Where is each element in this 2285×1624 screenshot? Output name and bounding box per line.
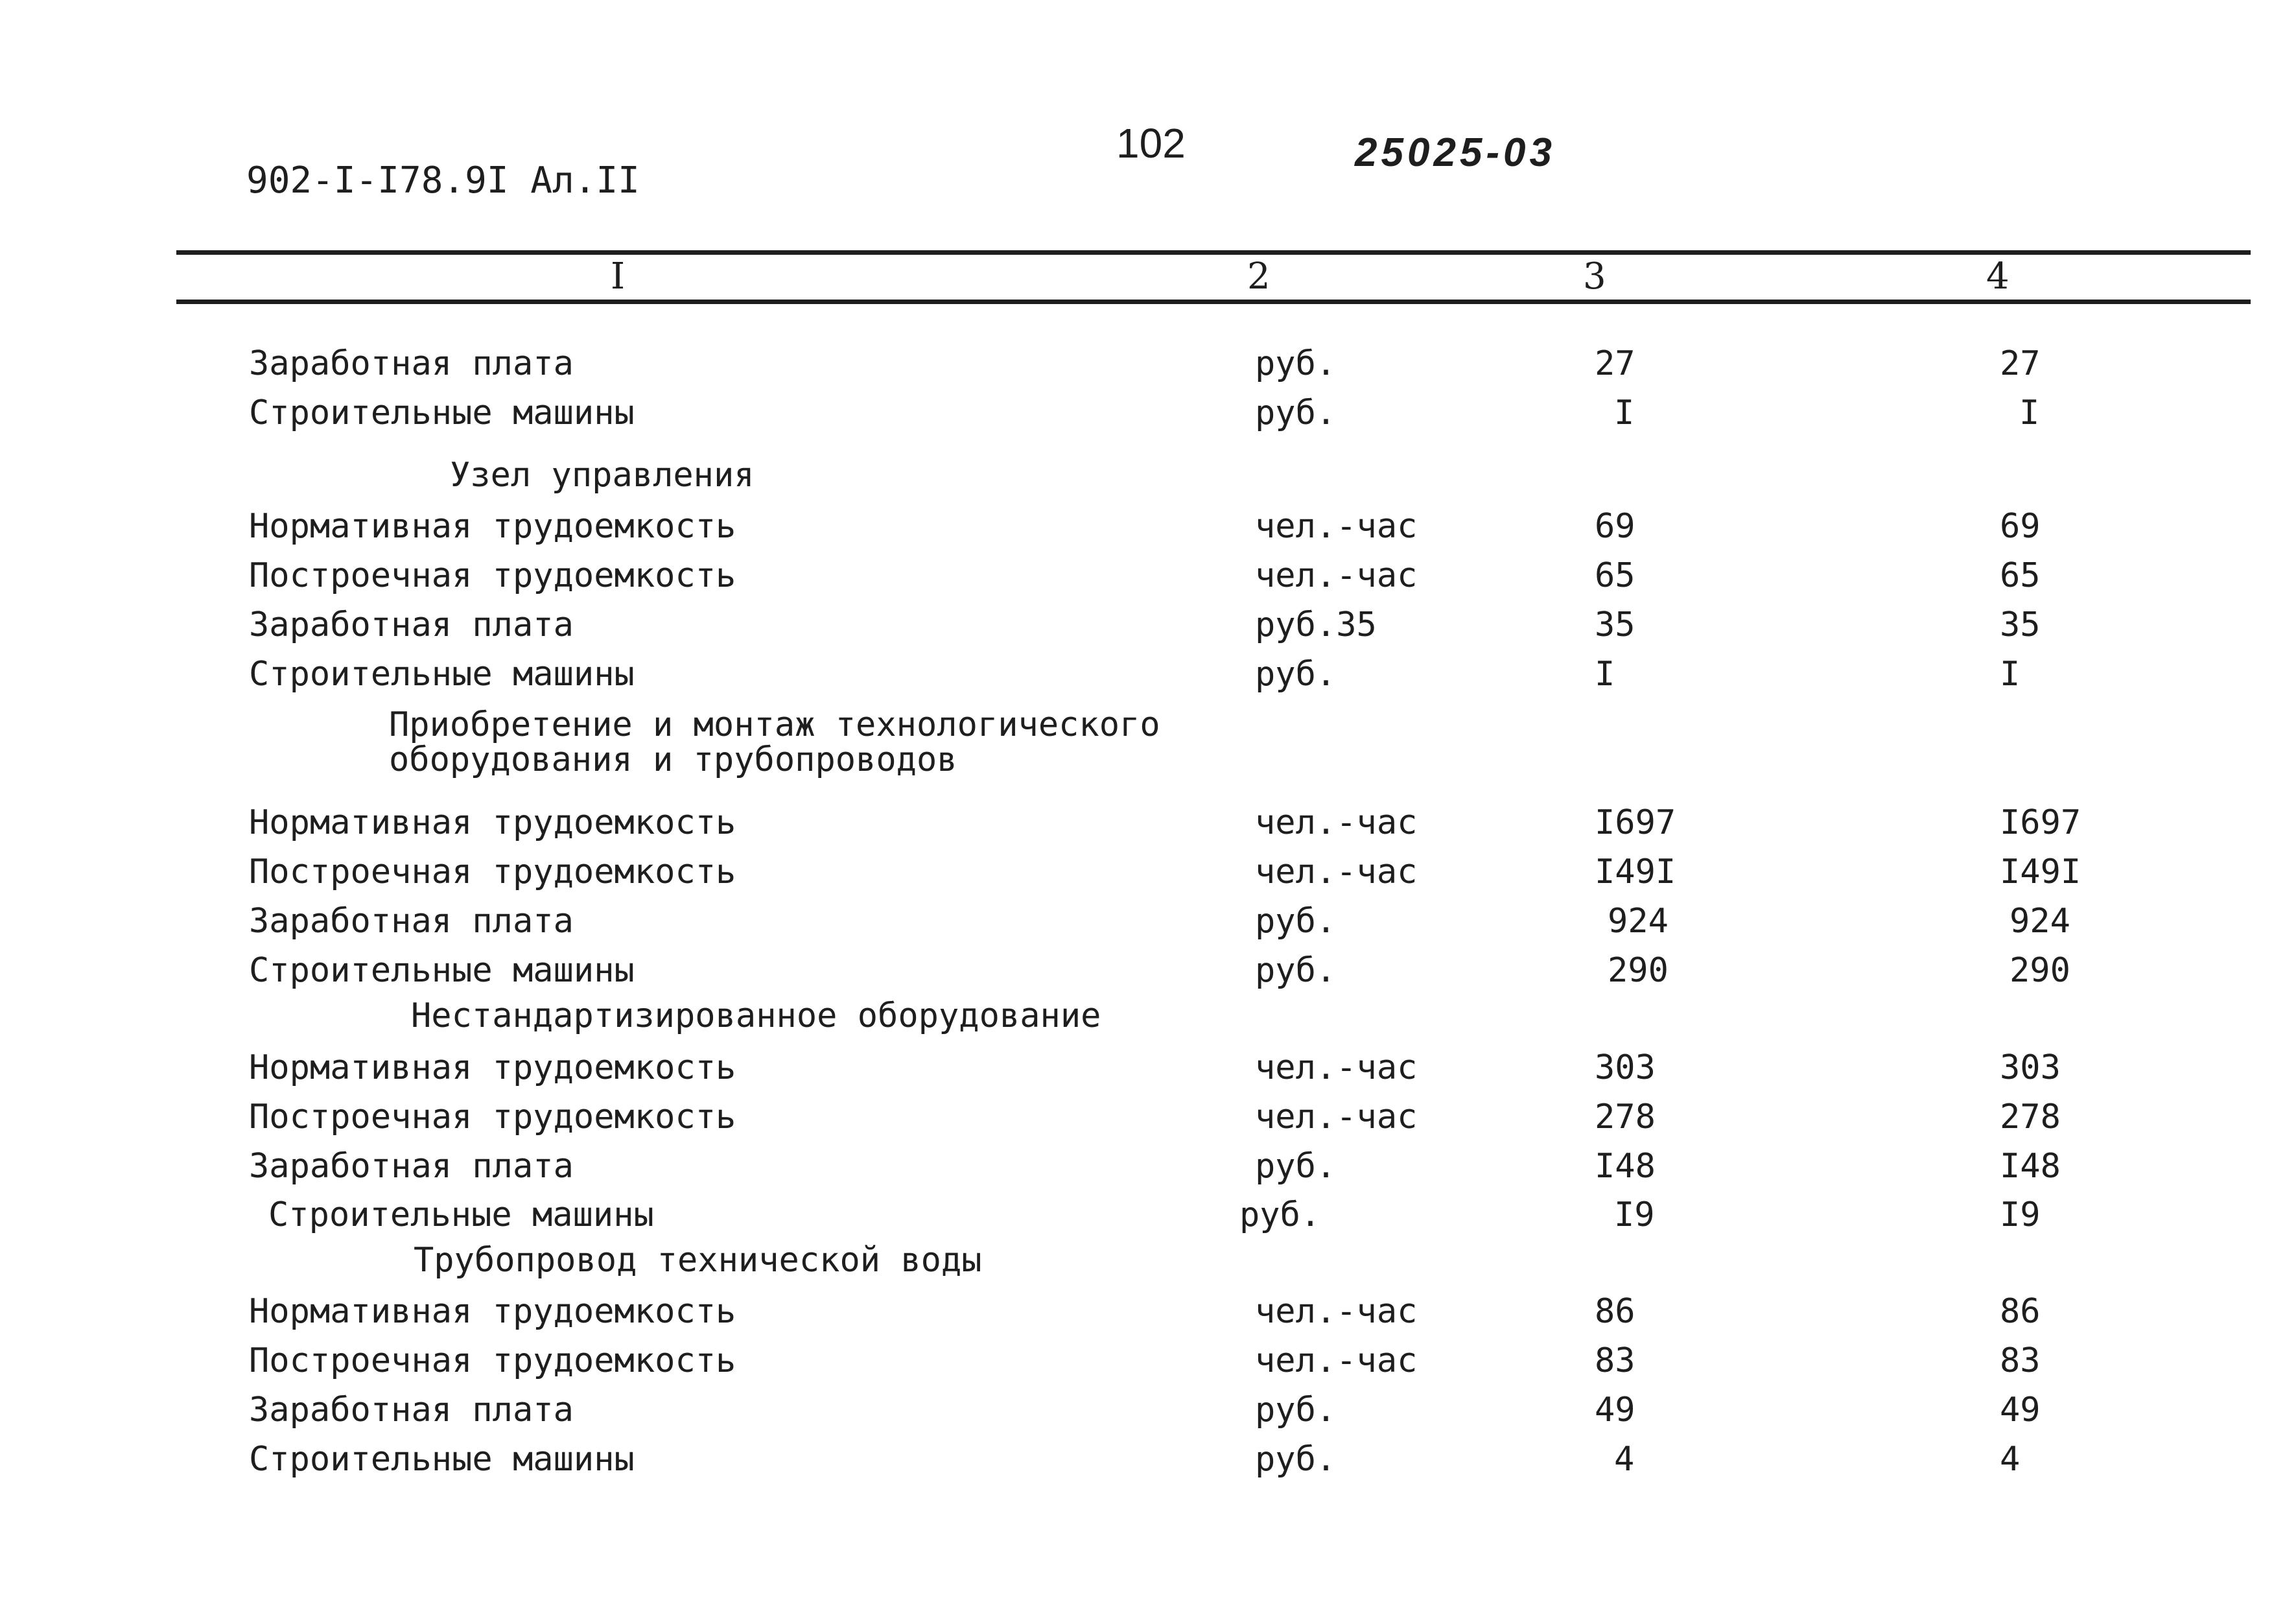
row-value-col3: 65 (1595, 556, 1635, 595)
row-name: Заработная плата (249, 344, 574, 383)
row-value-col4: I697 (2000, 803, 2081, 842)
table-row (0, 606, 2285, 644)
row-name: Нормативная трудоемкость (249, 507, 736, 546)
row-unit: чел.-час (1255, 556, 1418, 595)
row-value-col3: 4 (1614, 1440, 1635, 1479)
row-value-col4: 303 (2000, 1048, 2061, 1087)
column-number-3: 3 (1583, 255, 1606, 298)
table-row (0, 1341, 2285, 1380)
row-unit: руб. (1255, 344, 1337, 383)
row-unit: руб. (1255, 951, 1337, 990)
row-name: Строительные машины (249, 1440, 635, 1479)
row-value-col3: 86 (1595, 1292, 1635, 1331)
column-number-2: 2 (1247, 255, 1271, 298)
row-value-col3: I49I (1595, 853, 1676, 891)
row-name: Построечная трудоемкость (249, 556, 736, 595)
row-value-col4: I49I (2000, 853, 2081, 891)
row-value-col4: 83 (2000, 1341, 2041, 1380)
row-unit: чел.-час (1255, 853, 1418, 891)
row-unit: руб. (1255, 655, 1337, 694)
row-unit: руб. (1255, 1440, 1337, 1479)
row-unit: чел.-час (1255, 1292, 1418, 1331)
row-value-col3: 35 (1595, 606, 1635, 644)
table-row (0, 951, 2285, 990)
row-unit: чел.-час (1255, 507, 1418, 546)
section-title: Приобретение и монтаж технологического (389, 705, 1160, 744)
table-row (0, 902, 2285, 941)
row-value-col4: 69 (2000, 507, 2041, 546)
row-name: Заработная плата (249, 1147, 574, 1186)
table-row (0, 344, 2285, 383)
table-top-rule (176, 250, 2251, 255)
row-value-col4: 35 (2000, 606, 2041, 644)
row-value-col4: I48 (2000, 1147, 2061, 1186)
row-value-col4: 278 (2000, 1098, 2061, 1136)
row-unit: руб. (1255, 902, 1337, 941)
row-value-col4: 4 (2000, 1440, 2021, 1479)
row-name: Нормативная трудоемкость (249, 1292, 736, 1331)
row-name: Строительные машины (268, 1195, 654, 1234)
table-row (0, 1391, 2285, 1430)
row-name: Заработная плата (249, 606, 574, 644)
table-row (0, 1147, 2285, 1186)
table-header-rule (176, 300, 2251, 304)
section-title: Нестандартизированное оборудование (411, 996, 1101, 1035)
table-row (0, 1195, 2285, 1234)
row-value-col4: 49 (2000, 1391, 2041, 1430)
row-value-col3: I48 (1595, 1147, 1656, 1186)
row-name: Нормативная трудоемкость (249, 1048, 736, 1087)
row-unit: руб. (1239, 1195, 1321, 1234)
row-unit: чел.-час (1255, 803, 1418, 842)
table-row (0, 1098, 2285, 1136)
table-row (0, 803, 2285, 842)
row-unit: чел.-час (1255, 1098, 1418, 1136)
section-title: Узел управления (450, 456, 755, 495)
row-value-col4: 65 (2000, 556, 2041, 595)
row-value-col4: I (2000, 655, 2021, 694)
row-value-col3: 49 (1595, 1391, 1635, 1430)
row-value-col4: I (2019, 394, 2040, 432)
table-row (0, 655, 2285, 694)
row-name: Построечная трудоемкость (249, 1098, 736, 1136)
row-value-col3: I9 (1614, 1195, 1655, 1234)
row-value-col3: 924 (1608, 902, 1669, 941)
row-unit: руб. (1255, 394, 1337, 432)
row-name: Строительные машины (249, 655, 635, 694)
row-unit: руб. (1255, 1391, 1337, 1430)
row-unit: руб.35 (1255, 606, 1377, 644)
row-value-col3: I697 (1595, 803, 1676, 842)
row-value-col3: 27 (1595, 344, 1635, 383)
row-unit: чел.-час (1255, 1341, 1418, 1380)
table-row (0, 1048, 2285, 1087)
row-value-col4: 27 (2000, 344, 2041, 383)
document-code: 902-I-I78.9I Ал.II (246, 159, 640, 202)
table-row (0, 394, 2285, 432)
row-name: Построечная трудоемкость (249, 1341, 736, 1380)
row-value-col3: 290 (1608, 951, 1669, 990)
page-number: 102 (1116, 120, 1186, 167)
row-value-col3: I (1614, 394, 1635, 432)
row-name: Строительные машины (249, 951, 635, 990)
column-number-4: 4 (1986, 255, 2010, 298)
row-value-col3: I (1595, 655, 1615, 694)
row-name: Строительные машины (249, 394, 635, 432)
section-title: Трубопровод технической воды (414, 1241, 982, 1280)
column-number-1: I (611, 255, 626, 298)
row-value-col4: 290 (2010, 951, 2070, 990)
row-unit: чел.-час (1255, 1048, 1418, 1087)
row-name: Заработная плата (249, 1391, 574, 1430)
row-name: Нормативная трудоемкость (249, 803, 736, 842)
table-row (0, 1440, 2285, 1479)
row-value-col3: 303 (1595, 1048, 1656, 1087)
row-name: Заработная плата (249, 902, 574, 941)
row-value-col3: 278 (1595, 1098, 1656, 1136)
table-row (0, 853, 2285, 891)
row-value-col4: I9 (2000, 1195, 2041, 1234)
row-name: Построечная трудоемкость (249, 853, 736, 891)
handwritten-code: 25025-03 (1355, 130, 1556, 175)
row-unit: руб. (1255, 1147, 1337, 1186)
table-row (0, 1292, 2285, 1331)
row-value-col4: 924 (2010, 902, 2070, 941)
section-title-line2: оборудования и трубопроводов (389, 740, 957, 779)
table-row (0, 556, 2285, 595)
row-value-col3: 69 (1595, 507, 1635, 546)
row-value-col4: 86 (2000, 1292, 2041, 1331)
row-value-col3: 83 (1595, 1341, 1635, 1380)
table-row (0, 507, 2285, 546)
